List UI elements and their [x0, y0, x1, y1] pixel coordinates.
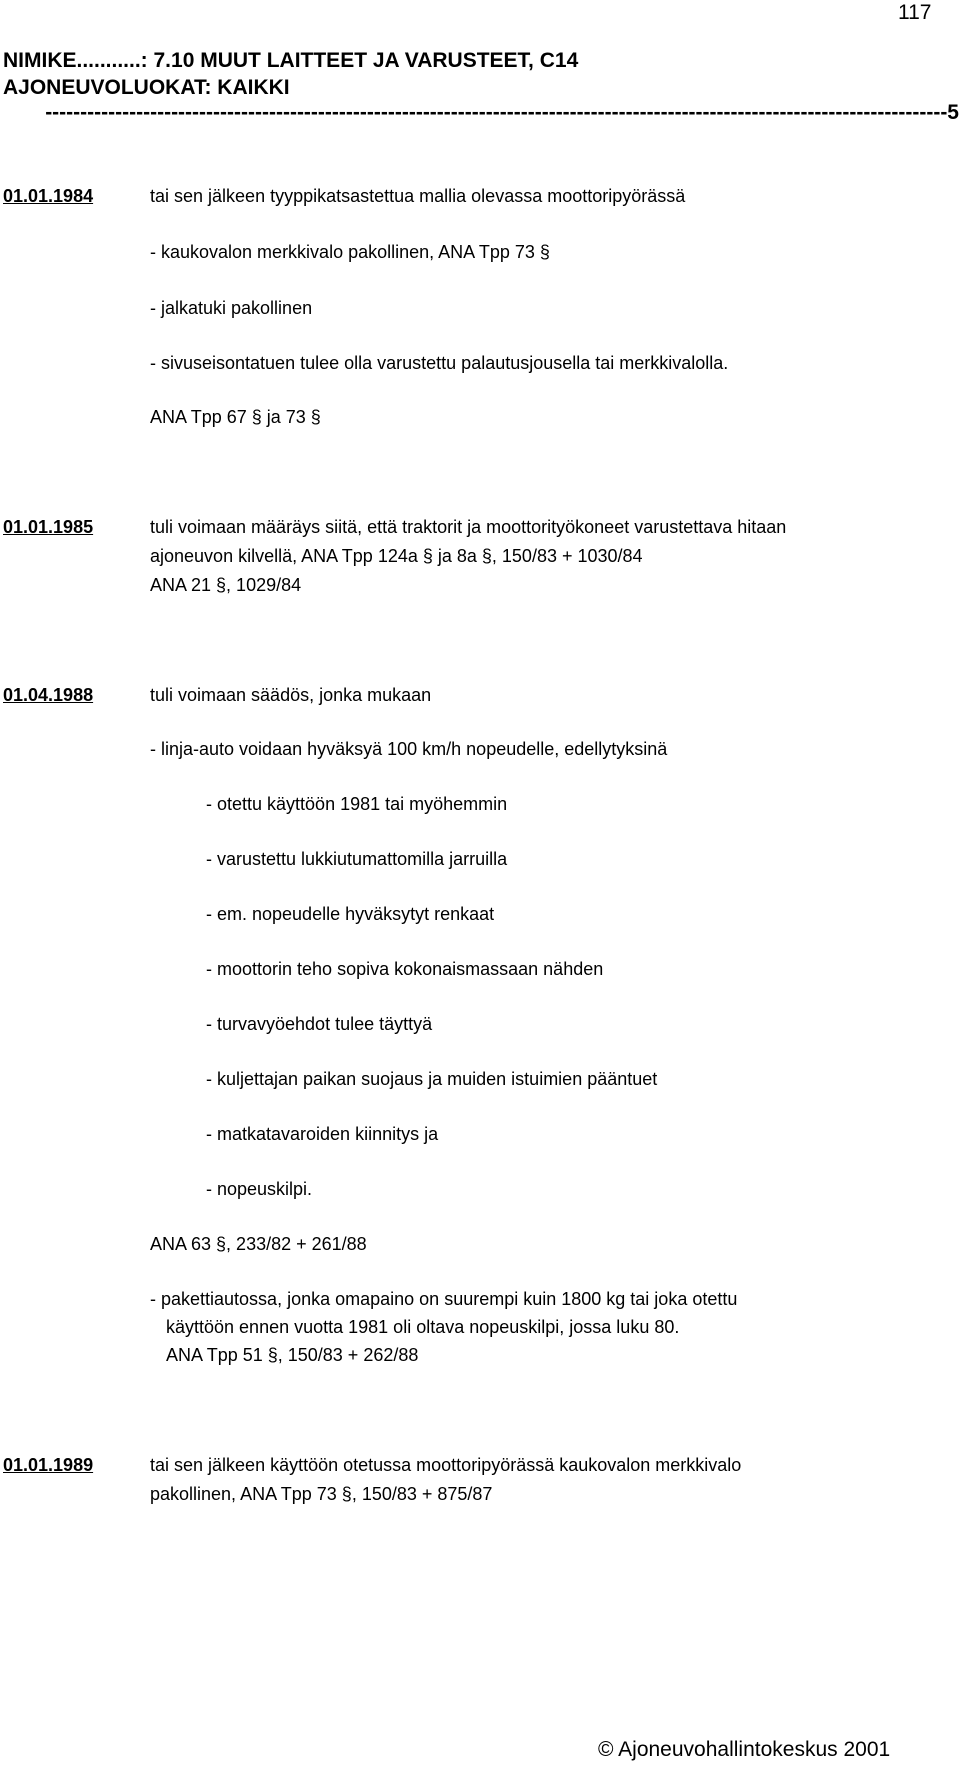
vehicle-categories: AJONEUVOLUOKAT: KAIKKI: [3, 76, 290, 99]
section-text: tai sen jälkeen käyttöön otetussa moottoripyörässä kaukovalon merkkivalo: [150, 1455, 742, 1475]
section-text: - pakettiautossa, jonka omapaino on suurempi kuin 1800 kg tai joka otettu: [150, 1289, 738, 1309]
section-date: 01.01.1989: [3, 1455, 94, 1475]
condition-item: - turvavyöehdot tulee täyttyä: [206, 1014, 433, 1034]
section-text: - kaukovalon merkkivalo pakollinen, ANA Tpp 73 §: [150, 242, 550, 262]
condition-item: - em. nopeudelle hyväksytyt renkaat: [206, 904, 495, 924]
section-text: ANA Tpp 67 § ja 73 §: [150, 407, 321, 427]
section-text: - sivuseisontatuen tulee olla varustettu palautusjousella tai merkkivalolla.: [150, 353, 729, 373]
section-text: ajoneuvon kilvellä, ANA Tpp 124a § ja 8a §, 150/83 + 1030/84: [150, 546, 643, 566]
section-reference: ANA 63 §, 233/82 + 261/88: [150, 1234, 367, 1254]
condition-item: - nopeuskilpi.: [206, 1179, 313, 1199]
condition-item: - kuljettajan paikan suojaus ja muiden istuimien pääntuet: [206, 1069, 658, 1089]
section-text: tai sen jälkeen tyyppikatsastettua mallia olevassa moottoripyörässä: [150, 186, 686, 206]
condition-item: - otettu käyttöön 1981 tai myöhemmin: [206, 794, 508, 814]
condition-item: - varustettu lukkiutumattomilla jarruilla: [206, 849, 508, 869]
section-text: - jalkatuki pakollinen: [150, 298, 313, 318]
copyright-footer: © Ajoneuvohallintokeskus 2001: [598, 1738, 891, 1761]
section-text: tuli voimaan säädös, jonka mukaan: [150, 685, 432, 705]
header-separator: ---------------------------------------------------------------------------------------------------------------------------------5: [45, 101, 959, 124]
section-date: 01.01.1984: [3, 186, 94, 206]
condition-item: - matkatavaroiden kiinnitys ja: [206, 1124, 439, 1144]
page-number: 117: [898, 1, 932, 24]
section-text: käyttöön ennen vuotta 1981 oli oltava nopeuskilpi, jossa luku 80.: [166, 1317, 680, 1337]
section-date: 01.01.1985: [3, 517, 94, 537]
document-title: NIMIKE...........: 7.10 MUUT LAITTEET JA VARUSTEET, C14: [3, 49, 579, 72]
section-text: - linja-auto voidaan hyväksyä 100 km/h nopeudelle, edellytyksinä: [150, 739, 668, 759]
section-date: 01.04.1988: [3, 685, 94, 705]
section-text: pakollinen, ANA Tpp 73 §, 150/83 + 875/87: [150, 1484, 493, 1504]
section-text: tuli voimaan määräys siitä, että traktorit ja moottorityökoneet varustettava hitaan: [150, 517, 787, 537]
section-text: ANA Tpp 51 §, 150/83 + 262/88: [166, 1345, 419, 1365]
section-text: ANA 21 §, 1029/84: [150, 575, 302, 595]
condition-item: - moottorin teho sopiva kokonaismassaan nähden: [206, 959, 604, 979]
